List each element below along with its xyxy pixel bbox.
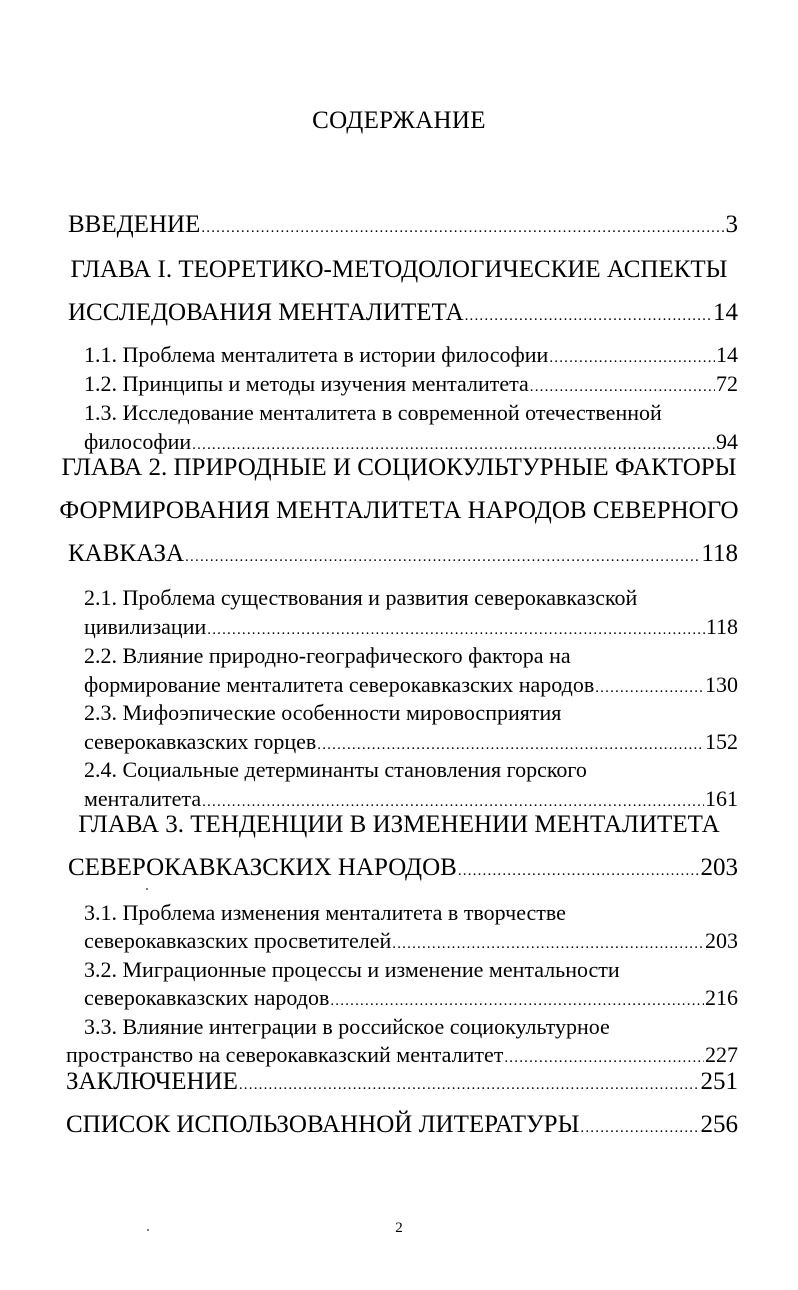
toc-entry-label: менталитета: [84, 784, 202, 814]
toc-entry-section-3-3: [66, 1040, 738, 1070]
toc-page-ref: 118: [701, 540, 738, 567]
toc-entry-section-2-4-line1: 2.4. Социальные детерминанты становления горского: [84, 757, 587, 782]
dot-leader: [201, 213, 724, 240]
toc-entry-label: северокавказских народов: [84, 983, 330, 1013]
toc-entry-label: формирование менталитета северокавказских народов: [84, 670, 595, 700]
toc-page-ref: 251: [700, 1068, 738, 1095]
toc-entry-label: СПИСОК ИСПОЛЬЗОВАННОЙ ЛИТЕРАТУРЫ: [66, 1111, 580, 1138]
toc-entry-label: северокавказских просветителей: [84, 926, 392, 956]
dot-leader: [530, 372, 715, 399]
toc-page-ref: 203: [700, 854, 738, 881]
dot-leader: [504, 1043, 704, 1070]
toc-entry-chapter-2: [68, 539, 738, 569]
toc-entry-section-2-2: [84, 670, 738, 700]
toc-entry-section-3-2-line1: 3.2. Миграционные процессы и изменение ментальности: [84, 957, 620, 982]
toc-entry-label: 1.1. Проблема менталитета в истории философии: [84, 340, 549, 370]
toc-entry-label: ВВЕДЕНИЕ: [68, 211, 201, 238]
dot-leader: [465, 301, 712, 328]
toc-entry-section-2-2-line1: 2.2. Влияние природно-географического фактора на: [84, 643, 571, 668]
toc-entry-introduction: [68, 210, 738, 240]
toc-entry-section-2-3-line1: 2.3. Мифоэпические особенности мировосприятия: [84, 700, 562, 725]
dot-leader: [549, 343, 715, 370]
toc-page-ref: 227: [705, 1042, 738, 1067]
toc-entry-section-1-1: [84, 340, 738, 370]
toc-entry-label: пространство на северокавказский менталитет: [66, 1040, 504, 1070]
toc-entry-label: 1.2. Принципы и методы изучения менталитета: [84, 369, 530, 399]
toc-entry-label: СЕВЕРОКАВКАЗСКИХ НАРОДОВ: [68, 854, 457, 881]
toc-entry-section-3-1: [84, 926, 738, 956]
dot-leader: [580, 1113, 699, 1140]
dot-leader: [207, 615, 705, 642]
toc-entry-section-1-2: [84, 369, 738, 399]
dot-leader: [239, 1070, 700, 1097]
toc-page-ref: 130: [705, 672, 738, 697]
toc-page-ref: 14: [713, 299, 738, 326]
toc-entry-chapter-3: [68, 853, 738, 883]
toc-page-ref: 161: [705, 786, 738, 811]
chapter-3-heading: ГЛАВА 3. ТЕНДЕНЦИИ В ИЗМЕНЕНИИ МЕНТАЛИТЕТА: [78, 811, 720, 838]
scan-speck: [147, 1229, 149, 1231]
toc-entry-section-2-3: [84, 727, 738, 757]
dot-leader: [458, 856, 700, 883]
toc-entry-section-3-2: [84, 983, 738, 1013]
toc-page-ref: 3: [725, 211, 738, 238]
toc-page-ref: 72: [716, 371, 738, 396]
toc-entry-conclusion: [66, 1067, 738, 1097]
dot-leader: [185, 542, 700, 569]
toc-entry-section-3-3-line1: 3.3. Влияние интеграции в российское социокультурное: [84, 1014, 610, 1039]
dot-leader: [595, 673, 704, 700]
toc-entry-chapter-1: [68, 298, 738, 328]
dot-leader: [392, 929, 704, 956]
toc-page-ref: 203: [705, 928, 738, 953]
toc-entry-label: северокавказских горцев: [84, 727, 317, 757]
toc-entry-label: цивилизации: [84, 612, 207, 642]
toc-page-ref: 118: [705, 614, 738, 639]
toc-page-ref: 216: [705, 985, 738, 1010]
toc-entry-label: ИССЛЕДОВАНИЯ МЕНТАЛИТЕТА: [68, 299, 464, 326]
toc-entry-section-2-1-line1: 2.1. Проблема существования и развития северокавказской: [84, 585, 638, 610]
scan-speck: [146, 888, 148, 890]
chapter-2-heading-line2: ФОРМИРОВАНИЯ МЕНТАЛИТЕТА НАРОДОВ СЕВЕРНОГО: [59, 497, 739, 524]
toc-page-ref: 14: [716, 342, 738, 367]
toc-page-ref: 94: [716, 429, 738, 454]
page-number: 2: [395, 1220, 403, 1236]
page-title: СОДЕРЖАНИЕ: [312, 107, 486, 134]
chapter-2-heading: ГЛАВА 2. ПРИРОДНЫЕ И СОЦИОКУЛЬТУРНЫЕ ФАКТОРЫ: [61, 454, 737, 481]
dot-leader: [330, 986, 704, 1013]
toc-entry-label: ЗАКЛЮЧЕНИЕ: [66, 1068, 238, 1095]
toc-page-ref: 256: [700, 1111, 738, 1138]
chapter-1-heading: ГЛАВА I. ТЕОРЕТИКО-МЕТОДОЛОГИЧЕСКИЕ АСПЕКТЫ: [70, 256, 728, 283]
dot-leader: [317, 730, 704, 757]
toc-entry-section-1-3-line1: 1.3. Исследование менталитета в современной отечественной: [84, 400, 662, 425]
toc-entry-section-2-1: [84, 612, 738, 642]
toc-entry-section-3-1-line1: 3.1. Проблема изменения менталитета в творчестве: [84, 900, 566, 925]
toc-page-ref: 152: [705, 729, 738, 754]
toc-entry-label: философии: [84, 427, 192, 457]
toc-entry-label: КАВКАЗА: [68, 540, 185, 567]
toc-entry-references: [66, 1110, 738, 1140]
